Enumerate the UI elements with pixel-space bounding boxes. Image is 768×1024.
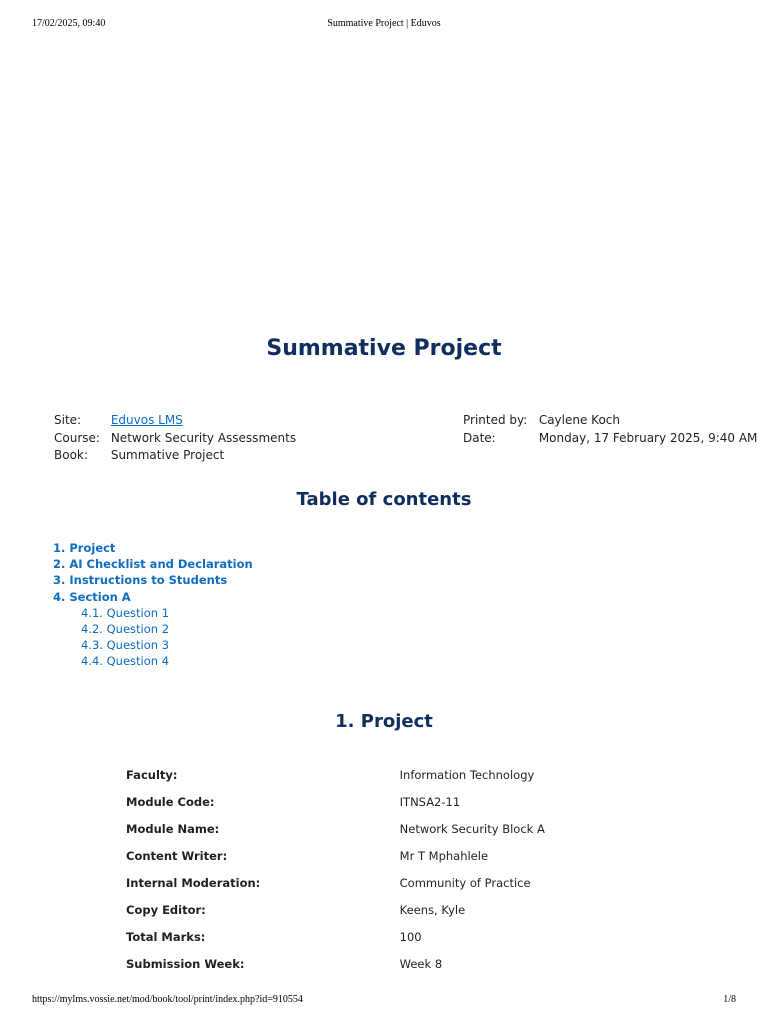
- info-label: Submission Week:: [126, 957, 245, 971]
- info-label: Copy Editor:: [126, 903, 206, 917]
- info-label: Module Name:: [126, 822, 220, 836]
- print-url: https://mylms.vossie.net/mod/book/tool/print/index.php?id=910554: [32, 994, 303, 1005]
- info-label: Total Marks:: [126, 930, 206, 944]
- meta-book-value: Summative Project: [110, 448, 225, 462]
- toc-link-section-a[interactable]: 4. Section A: [53, 589, 131, 604]
- toc-link-ai-checklist[interactable]: 2. AI Checklist and Declaration: [53, 557, 253, 572]
- toc-link-question-1[interactable]: 4.1. Question 1: [81, 605, 170, 620]
- info-row: [126, 955, 545, 982]
- info-value: Mr T Mphahlele: [399, 849, 489, 863]
- toc-link-instructions[interactable]: 3. Instructions to Students: [53, 573, 228, 588]
- info-value: ITNSA2-11: [399, 795, 461, 809]
- toc-link-question-3[interactable]: 4.3. Question 3: [81, 638, 170, 653]
- book-meta-right: [463, 412, 757, 447]
- info-value: Community of Practice: [399, 876, 531, 890]
- toc-link-question-2[interactable]: 4.2. Question 2: [81, 621, 170, 636]
- info-label: Content Writer:: [126, 849, 228, 863]
- info-value: 100: [399, 930, 422, 944]
- page-title: Summative Project: [266, 336, 502, 361]
- toc-link-project[interactable]: 1. Project: [53, 541, 116, 555]
- meta-date-row: [463, 430, 757, 448]
- meta-printed-by-value: Caylene Koch: [538, 413, 620, 427]
- meta-book-label: Book:: [54, 448, 88, 462]
- info-row: [126, 928, 545, 955]
- info-value: Week 8: [399, 957, 443, 971]
- info-label: Internal Moderation:: [126, 876, 261, 890]
- toc-heading: Table of contents: [296, 489, 472, 510]
- meta-printed-by-row: [463, 412, 757, 430]
- section-heading: 1. Project: [335, 711, 433, 732]
- info-value: Keens, Kyle: [399, 903, 466, 917]
- meta-course-label: Course:: [54, 430, 100, 445]
- print-datetime: 17/02/2025, 09:40: [32, 18, 106, 29]
- toc-link-question-4[interactable]: 4.4. Question 4: [81, 654, 170, 669]
- meta-site-label: Site:: [54, 413, 82, 427]
- project-info-table: [126, 766, 545, 982]
- meta-course-value: Network Security Assessments: [110, 430, 297, 445]
- info-row: [126, 820, 545, 847]
- meta-printed-by-label: Printed by:: [463, 413, 528, 427]
- meta-date-label: Date:: [463, 430, 496, 445]
- info-row: [126, 766, 545, 793]
- info-row: [126, 901, 545, 928]
- table-of-contents: [53, 540, 253, 670]
- site-link[interactable]: Eduvos LMS: [110, 413, 183, 427]
- info-value: Network Security Block A: [399, 822, 545, 836]
- info-value: Information Technology: [399, 768, 535, 782]
- info-label: Faculty:: [126, 768, 178, 782]
- meta-course-row: [54, 430, 296, 448]
- info-row: [126, 874, 545, 901]
- print-footer: [32, 994, 736, 1008]
- book-meta-left: [54, 412, 296, 465]
- meta-book-row: [54, 447, 296, 465]
- print-document-title: Summative Project | Eduvos: [327, 18, 441, 29]
- info-row: [126, 793, 545, 820]
- info-label: Module Code:: [126, 795, 215, 809]
- meta-site-row: [54, 412, 296, 430]
- print-header: [32, 18, 736, 32]
- meta-date-value: Monday, 17 February 2025, 9:40 AM: [538, 430, 758, 445]
- info-row: [126, 847, 545, 874]
- print-page-number: 1/8: [723, 994, 736, 1005]
